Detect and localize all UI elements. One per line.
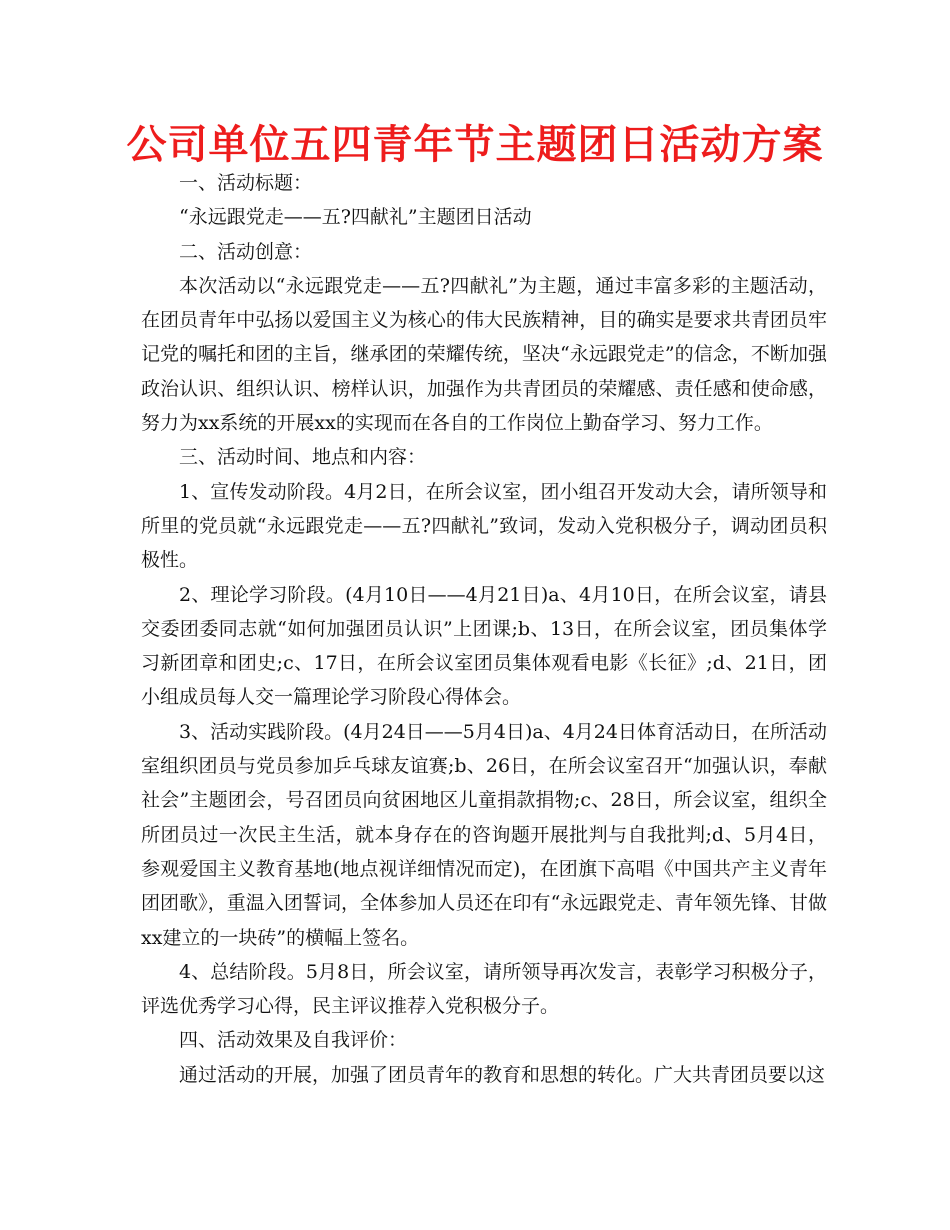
paragraph-stage-4: 4、总结阶段。5月8日，所会议室，请所领导再次发言，表彰学习积极分子，评选优秀学习心得，民主评议推荐入党积极分子。	[141, 960, 827, 1018]
paragraph-idea: 本次活动以“永远跟党走——五?四献礼”为主题，通过丰富多彩的主题活动，在团员青年中弘扬以爱国主义为核心的伟大民族精神，目的确实是要求共青团员牢记党的嘱托和团的主旨，继承团的荣耀传统，坚决“永远跟党走”的信念，不断加强政治认识、组织认识、榜样认识，加强作为共青团员的荣耀感、责任感和使命感，努力为xx系统的开展xx的实现而在各自的工作岗位上勤奋学习、努力工作。	[141, 274, 827, 435]
section-heading-title: 一、活动标题：	[179, 172, 313, 194]
paragraph-stage-3: 3、活动实践阶段。(4月24日——5月4日)a、4月24日体育活动日，在所活动室组织团员与党员参加乒乓球友谊赛;b、26日，在所会议室召开“加强认识，奉献社会”主题团会，号召团员向贫困地区儿童捐款捐物;c、28日，所会议室，组织全所团员过一次民主生活，就本身存在的咨询题开展批判与自我批判;d、5月4日，参观爱国主义教育基地(地点视详细情况而定)，在团旗下高唱《中国共产主义青年团团歌》，重温入团誓词，全体参加人员还在印有“永远跟党走、青年领先锋、甘做xx建立的一块砖”的横幅上签名。	[141, 720, 827, 949]
section-heading-idea: 二、活动创意：	[179, 240, 313, 263]
paragraph-stage-1: 1、宣传发动阶段。4月2日，在所会议室，团小组召开发动大会，请所领导和所里的党员就“永远跟党走——五?四献礼”致词，发动入党积极分子，调动团员积极性。	[141, 480, 827, 572]
section-heading-schedule: 三、活动时间、地点和内容：	[179, 446, 427, 469]
activity-title-text: “永远跟党走——五?四献礼”主题团日活动	[179, 206, 532, 229]
document-body	[141, 166, 827, 1092]
section-heading-effect: 四、活动效果及自我评价：	[179, 1029, 408, 1052]
paragraph-effect: 通过活动的开展，加强了团员青年的教育和思想的转化。广大共青团员要以这	[179, 1063, 826, 1086]
document-title: 公司单位五四青年节主题团日活动方案	[126, 122, 824, 168]
paragraph-stage-2: 2、理论学习阶段。(4月10日——4月21日)a、4月10日，在所会议室，请县交委团委同志就“如何加强团员认识”上团课;b、13日，在所会议室，团员集体学习新团章和团史;c、17日，在所会议室团员集体观看电影《长征》;d、21日，团小组成员每人交一篇理论学习阶段心得体会。	[141, 583, 827, 709]
